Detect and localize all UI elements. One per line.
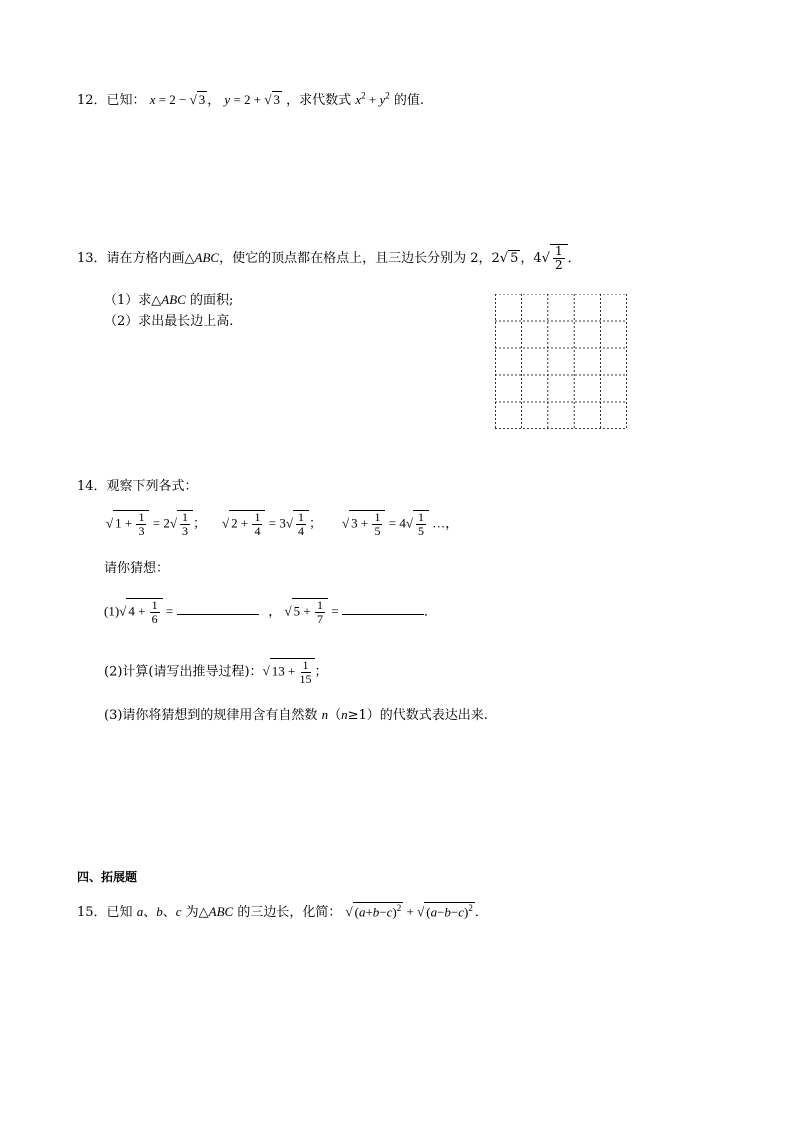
q14-intro: 14．观察下列各式： — [77, 479, 198, 494]
q12-x-eq: x = 2 − √ 3 — [149, 92, 206, 107]
question-15: 15．已知 a、b、c 为△ABC 的三边长，化简： √ $(a+b-c)^2$ + √ $(a-b-c)^2$ ． — [77, 902, 488, 920]
q12-tail: 的值. — [393, 93, 424, 108]
q12-y-eq: y = 2 + √ 3 — [224, 92, 281, 107]
q14-part3: (3)请你将猜想到的规律用含有自然数 n（n≥1）的代数式表达出来. — [104, 707, 488, 723]
q12-expr: $x^2 + y^2$ — [355, 90, 390, 107]
q14-part1: (1)√ 4 + $\frac{1}{6}$ = ， √ 5 + $\frac{1}{7}$ = ． — [104, 598, 437, 626]
q13-sub2: （2）求出最长边上高. — [104, 314, 234, 329]
question-12: 12．已知： x = 2 − √ 3 ， y = 2 + √ 3 ，求代数式 $x^2 + y^2$ 的值. — [77, 90, 424, 108]
answer-blank-1[interactable] — [177, 602, 259, 615]
q12-num: 12．已知： — [77, 93, 146, 108]
q14-eq3: √ 3 + $\frac{1}{5}$ = 4√ $\frac{1}{5}$ …， — [342, 510, 459, 538]
q13-sub1: （1）求△ABC 的面积; — [104, 292, 234, 308]
dotted-grid — [495, 294, 627, 429]
q14-part2: (2)计算(请写出推导过程)：√ 13 + $\frac{1}{15}$ ； — [104, 658, 328, 686]
q14-guess: 请你猜想： — [104, 561, 170, 576]
q14-eq2: √ 2 + $\frac{1}{4}$ = 3√ $\frac{1}{4}$ ； — [222, 510, 322, 538]
section-4-title: 四、拓展题 — [77, 870, 138, 884]
answer-blank-2[interactable] — [342, 602, 424, 615]
q14-eq1: √ 1 + $\frac{1}{3}$ = 2√ $\frac{1}{3}$ ； — [106, 510, 206, 538]
question-13-intro: 13．请在方格内画△ABC，使它的顶点都在格点上，且三边长分别为 2，2√ 5 ，4√ $\frac{1}{2}$ ． — [77, 244, 581, 272]
q12-task: ，求代数式 — [286, 93, 352, 108]
